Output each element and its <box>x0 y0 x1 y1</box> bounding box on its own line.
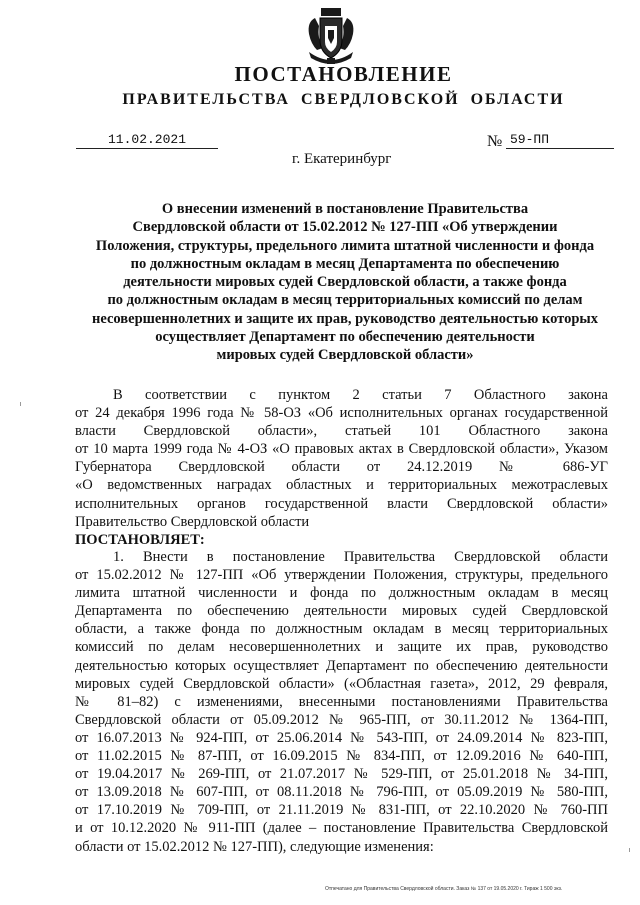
item-line: от 15.02.2012 № 127-ПП «Об утверждении Положения, структуры, предельного <box>75 567 608 584</box>
preamble-line: Губернатора Свердловской области от 24.12.2019 № 686-УГ <box>75 459 608 476</box>
preamble-line: В соответствии с пунктом 2 статьи 7 Областного закона <box>113 387 608 403</box>
preamble-paragraph <box>75 386 608 549</box>
item-line: Свердловской области от 05.09.2012 № 965-ПП, от 30.11.2012 № 1364-ПП, <box>75 711 608 728</box>
document-subject <box>60 200 630 365</box>
margin-mark <box>629 848 630 852</box>
item-line: области от 15.02.2012 № 127-ПП), следующие изменения: <box>75 838 434 855</box>
item-line: деятельностью которых осуществляет Департамент по обеспечению деятельности <box>75 657 608 674</box>
document-issuer: ПРАВИТЕЛЬСТВА СВЕРДЛОВСКОЙ ОБЛАСТИ <box>122 91 565 108</box>
preamble-line: от 24 декабря 1996 года № 58-ОЗ «Об исполнительных органах государственной <box>75 405 608 422</box>
subject-line: О внесении изменений в постановление Правительства <box>161 201 529 217</box>
print-footer: Отпечатано для Правительства Свердловской области. Заказ № 137 от 19.05.2020 г. Тираж 1 500 экз. <box>325 886 563 892</box>
item-line: от 16.07.2013 № 924-ПП, от 25.06.2014 № 543-ПП, от 24.09.2014 № 823-ПП, <box>75 729 608 746</box>
item-line: области, а также фонда по должностным окладам в месяц территориальных <box>75 621 608 638</box>
document-city: г. Екатеринбург <box>292 151 392 167</box>
item-line: лимита штатной численности и фонда по должностным окладам в месяц <box>75 585 608 602</box>
subject-line: деятельности мировых судей Свердловской области, а также фонда <box>123 274 567 291</box>
item-line: 1. Внести в постановление Правительства Свердловской области <box>113 549 608 565</box>
item-line: и от 10.12.2020 № 911-ПП (далее – постановление Правительства Свердловской <box>75 820 608 837</box>
subject-line: несовершеннолетних и защите их прав, руководство деятельностью которых <box>92 310 598 327</box>
preamble-line: «О ведомственных наградах областных и территориальных межотраслевых <box>75 477 608 494</box>
preamble-line: от 10 марта 1999 года № 4-ОЗ «О правовых актах в Свердловской области», Указом <box>75 441 608 458</box>
subject-line: по должностным окладам в месяц территориальных комиссий по делам <box>107 292 583 309</box>
item-line: № 81–82) с изменениями, внесенными постановлениями Правительства <box>75 693 608 710</box>
item-line: от 17.10.2019 № 709-ПП, от 21.11.2019 № 831-ПП, от 22.10.2020 № 760-ПП <box>75 802 608 819</box>
document-date: 11.02.2021 <box>76 132 218 149</box>
item-line: от 19.04.2017 № 269-ПП, от 21.07.2017 № 529-ПП, от 25.01.2018 № 34-ПП, <box>75 766 608 783</box>
subject-line: мировых судей Свердловской области» <box>216 347 474 364</box>
item-line: Департамента по обеспечению деятельности мировых судей Свердловской <box>75 603 608 620</box>
document-number: 59-ПП <box>506 132 614 149</box>
item-line: от 13.09.2018 № 607-ПП, от 08.11.2018 № 796-ПП, от 05.09.2019 № 580-ПП, <box>75 784 608 801</box>
item-1-paragraph <box>75 548 608 856</box>
margin-mark <box>20 402 21 406</box>
subject-line: Положения, структуры, предельного лимита штатной численности и фонда <box>95 237 595 254</box>
preamble-line: власти Свердловской области», статьей 101 Областного закона <box>75 423 608 440</box>
subject-line: Свердловской области от 15.02.2012 № 127-ПП «Об утверждении <box>132 219 558 236</box>
item-line: комиссий по делам несовершеннолетних и защите их прав, руководство <box>75 639 608 656</box>
preamble-line: Правительство Свердловской области <box>75 513 310 530</box>
item-line: от 11.02.2015 № 87-ПП, от 16.09.2015 № 834-ПП, от 12.09.2016 № 640-ПП, <box>75 748 608 765</box>
item-line: мировых судей Свердловской области» («Областная газета», 2012, 29 февраля, <box>75 675 608 692</box>
subject-line: осуществляет Департамент по обеспечению деятельности <box>155 329 535 346</box>
decree-word: ПОСТАНОВЛЯЕТ: <box>75 531 205 548</box>
subject-line: по должностным окладам в месяц Департамента по обеспечению <box>130 255 560 272</box>
preamble-line: исполнительных органов государственной власти Свердловской области» <box>75 495 608 512</box>
coat-of-arms-emblem <box>303 8 359 66</box>
number-sign: № <box>487 133 503 150</box>
document-title: ПОСТАНОВЛЕНИЕ <box>234 62 453 86</box>
